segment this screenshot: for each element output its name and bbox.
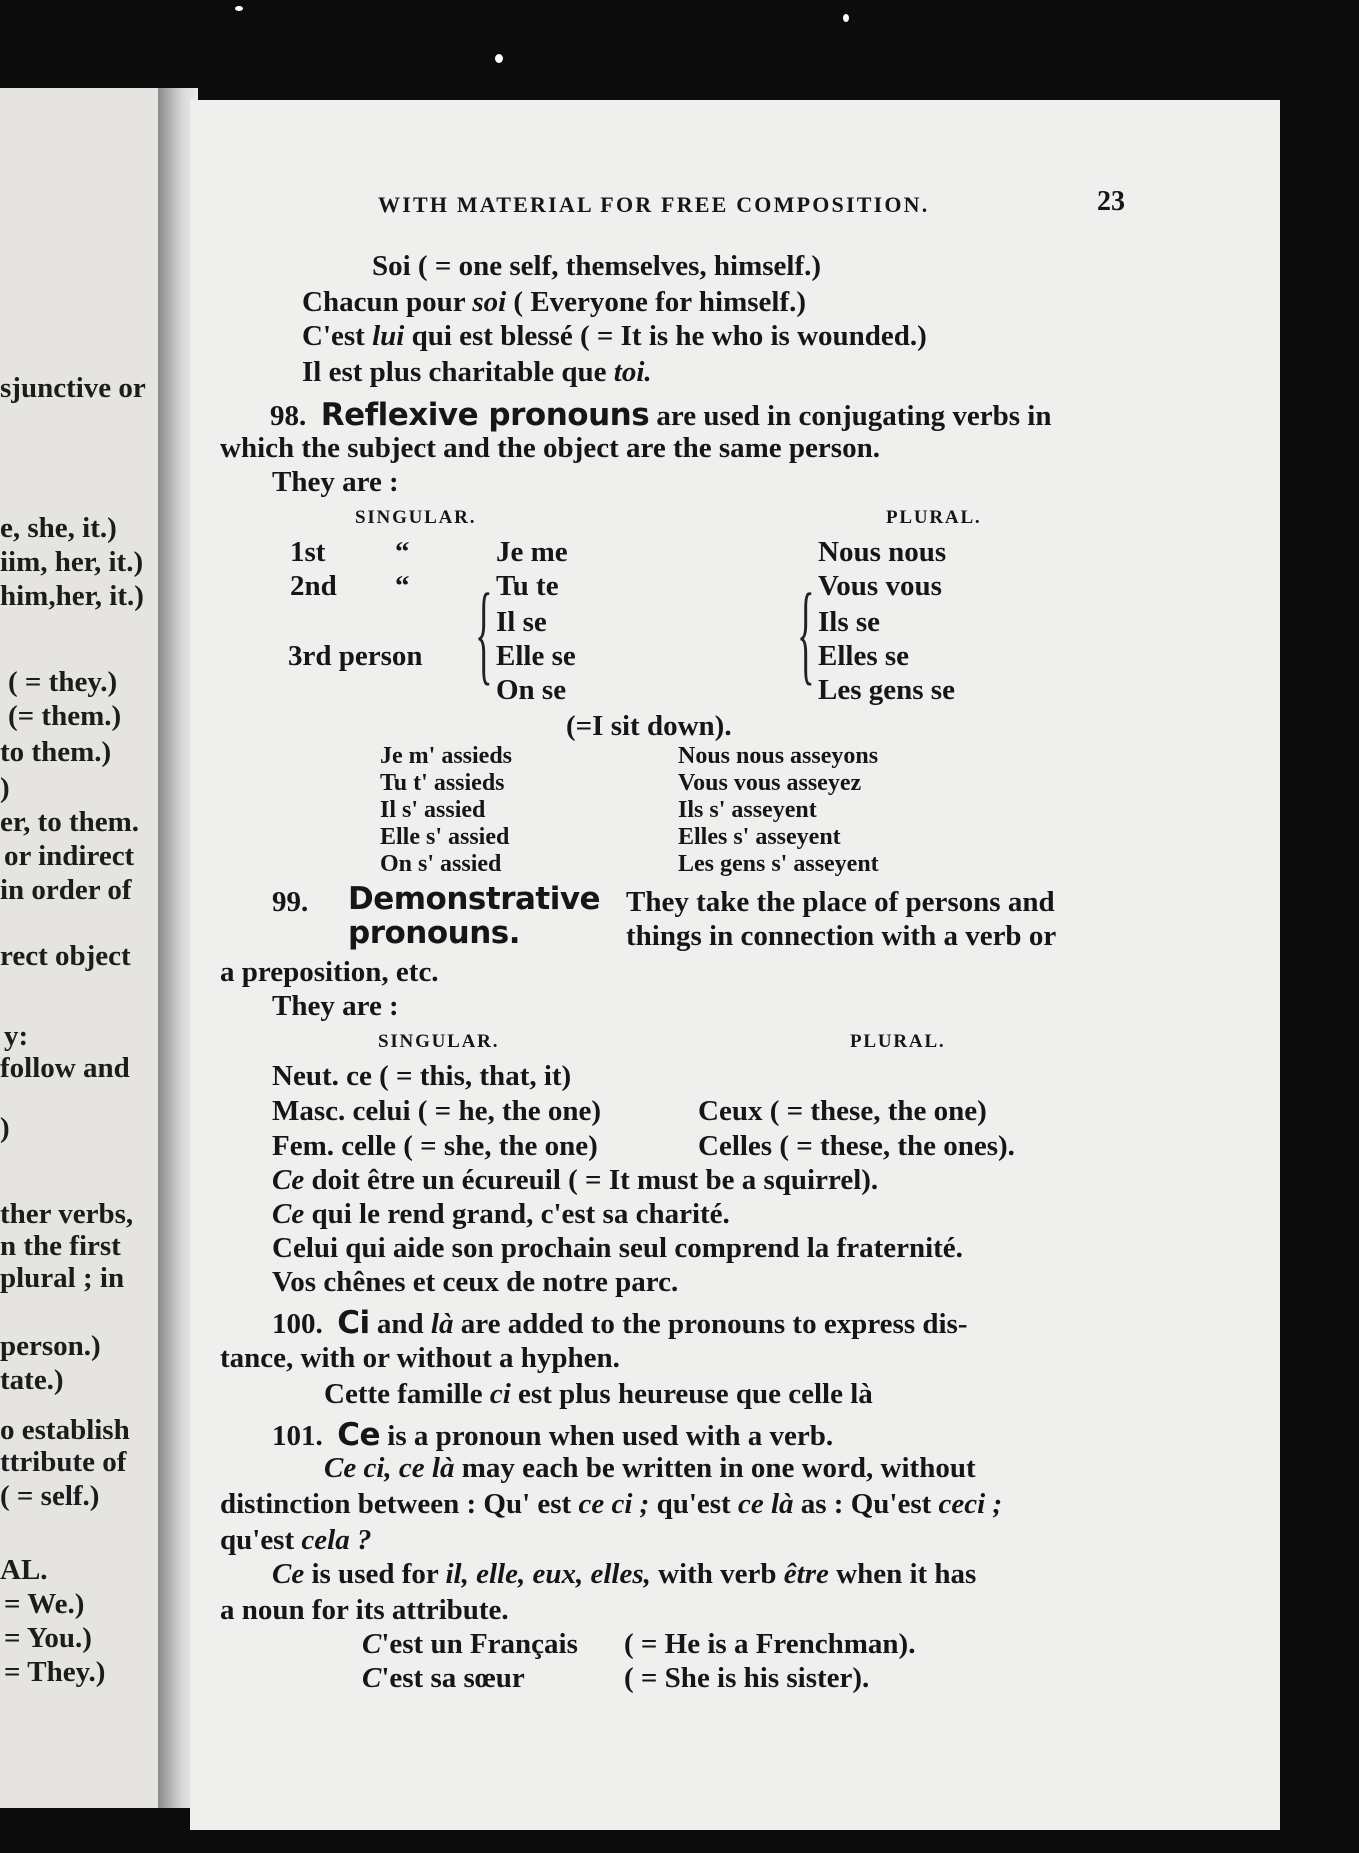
left-page-line: to them.) (0, 736, 112, 768)
left-page-line: = You.) (4, 1622, 92, 1654)
row-2-person: 2nd (290, 570, 337, 602)
section-101-para-2-line-3: qu'est cela ? (220, 1524, 372, 1556)
row-3-plural-1: Ils se (818, 606, 881, 638)
section-99-text-1: They take the place of persons and (626, 886, 1055, 918)
left-page-line: ) (0, 1112, 10, 1144)
section-100-line-1: 100. Ci and là are added to the pronouns to express dis- (272, 1305, 968, 1341)
singular-label: SINGULAR. (355, 507, 477, 528)
section-100-line-2: tance, with or without a hyphen. (220, 1342, 620, 1374)
conj-singular-2: Tu t' assieds (380, 770, 505, 796)
section-101-line-1: 101. Ce is a pronoun when used with a verb. (272, 1417, 834, 1453)
left-page-line: ( = self.) (0, 1480, 100, 1512)
section-99-heading-1: Demonstrative (348, 881, 601, 917)
left-page-line: sjunctive or (0, 372, 146, 404)
row-3-singular-3: On se (496, 674, 567, 706)
row-3-plural-3: Les gens se (818, 674, 955, 706)
section-99-text-2: things in connection with a verb or (626, 920, 1057, 952)
intro-line-2: Chacun pour soi ( Everyone for himself.) (302, 286, 807, 318)
section-101-para-3-line-1: Ce is used for il, elle, eux, elles, with verb être when it has (272, 1558, 977, 1590)
left-page-line: ther verbs, (0, 1198, 134, 1230)
plural-label-2: PLURAL. (850, 1031, 946, 1052)
left-page-line: ) (0, 772, 10, 804)
plural-brace: { (797, 572, 815, 697)
left-page-line: = They.) (4, 1656, 106, 1688)
masculine-plural-form: Ceux ( = these, the one) (698, 1095, 987, 1127)
singular-label-2: SINGULAR. (378, 1031, 500, 1052)
row-1-plural: Nous nous (818, 536, 947, 568)
neuter-form: Neut. ce ( = this, that, it) (272, 1060, 572, 1092)
row-3-singular-2: Elle se (496, 640, 576, 672)
intro-line-3: C'est lui qui est blessé ( = It is he who is wounded.) (302, 320, 927, 352)
row-1-singular: Je me (496, 536, 568, 568)
left-page-line: y: (4, 1020, 29, 1052)
left-page-line: iim, her, it.) (0, 546, 144, 578)
left-page-line: person.) (0, 1330, 101, 1362)
left-page-line: tate.) (0, 1364, 64, 1396)
section-99-number: 99. (272, 886, 309, 918)
running-header: WITH MATERIAL FOR FREE COMPOSITION. (378, 192, 930, 217)
section-100-example: Cette famille ci est plus heureuse que celle là (324, 1378, 873, 1410)
intro-line-1: Soi ( = one self, themselves, himself.) (372, 250, 822, 282)
left-page-line: n the first (0, 1230, 121, 1262)
left-page-line: o establish (0, 1414, 130, 1446)
section-98-line-1: 98. Reflexive pronouns are used in conjugating verbs in (270, 397, 1052, 433)
plural-label: PLURAL. (886, 507, 982, 528)
row-1-person: 1st (290, 536, 326, 568)
conj-singular-5: On s' assied (380, 851, 502, 877)
left-page-line: follow and (0, 1052, 130, 1084)
scan-speck (235, 6, 243, 11)
section-101-para-2-line-1: Ce ci, ce là may each be written in one word, without (324, 1452, 976, 1484)
left-page-line: rect object (0, 940, 131, 972)
page-number: 23 (1097, 186, 1125, 217)
section-101-heading: Ce (337, 1417, 381, 1453)
conj-plural-4: Elles s' asseyent (678, 824, 841, 850)
section-98-they-are: They are : (272, 466, 399, 498)
row-2-ditto: “ (395, 570, 410, 602)
left-page-line: or indirect (4, 840, 135, 872)
conj-singular-4: Elle s' assied (380, 824, 510, 850)
left-page-line: (= them.) (8, 700, 122, 732)
section-100-heading: Ci (337, 1305, 370, 1341)
masculine-form: Masc. celui ( = he, the one) (272, 1095, 602, 1127)
left-page-line: plural ; in (0, 1262, 125, 1294)
left-page-line: e, she, it.) (0, 512, 117, 544)
left-page-line: him,her, it.) (0, 580, 144, 612)
row-3-plural-2: Elles se (818, 640, 910, 672)
section-101-example-2-translation: ( = She is his sister). (624, 1662, 870, 1694)
section-101-example-1: C'est un Français (362, 1628, 578, 1660)
section-101-example-2: C'est sa sœur (362, 1662, 525, 1694)
row-2-singular: Tu te (496, 570, 559, 602)
section-101-para-3-line-2: a noun for its attribute. (220, 1594, 509, 1626)
scan-speck (495, 54, 503, 63)
left-page-line: in order of (0, 874, 132, 906)
conj-plural-1: Nous nous asseyons (678, 743, 879, 769)
section-98-heading: Reflexive pronouns (320, 397, 650, 433)
section-101-example-1-translation: ( = He is a Frenchman). (624, 1628, 916, 1660)
section-99-they-are: They are : (272, 990, 399, 1022)
left-page-line: AL. (0, 1554, 48, 1586)
section-99-example-2: Ce qui le rend grand, c'est sa charité. (272, 1198, 730, 1230)
row-2-plural: Vous vous (818, 570, 942, 602)
conj-singular-1: Je m' assieds (380, 743, 512, 769)
row-3-singular-1: Il se (496, 606, 547, 638)
section-98-example: (=I sit down). (566, 710, 732, 742)
section-99-example-1: Ce doit être un écureuil ( = It must be a squirrel). (272, 1164, 879, 1196)
feminine-plural-form: Celles ( = these, the ones). (698, 1130, 1015, 1162)
section-99-heading-2: pronouns. (348, 915, 521, 951)
conj-plural-5: Les gens s' asseyent (678, 851, 879, 877)
conj-plural-2: Vous vous asseyez (678, 770, 862, 796)
conj-plural-3: Ils s' asseyent (678, 797, 817, 823)
section-101-para-2-line-2: distinction between : Qu' est ce ci ; qu'est ce là as : Qu'est ceci ; (220, 1488, 1003, 1520)
scan-speck (843, 14, 849, 22)
left-page-line: = We.) (4, 1588, 85, 1620)
section-99-example-4: Vos chênes et ceux de notre parc. (272, 1266, 679, 1298)
section-99-text-3: a preposition, etc. (220, 956, 439, 988)
left-page-line: er, to them. (0, 806, 140, 838)
singular-brace: { (475, 572, 493, 697)
section-99-example-3: Celui qui aide son prochain seul comprend la fraternité. (272, 1232, 963, 1264)
section-98-line-2: which the subject and the object are the same person. (220, 432, 880, 464)
intro-line-4: Il est plus charitable que toi. (302, 356, 652, 388)
row-1-ditto: “ (395, 536, 410, 568)
left-page-line: ttribute of (0, 1446, 127, 1478)
left-page-line: ( = they.) (8, 666, 118, 698)
feminine-form: Fem. celle ( = she, the one) (272, 1130, 598, 1162)
conj-singular-3: Il s' assied (380, 797, 486, 823)
row-3-person: 3rd person (288, 640, 423, 672)
